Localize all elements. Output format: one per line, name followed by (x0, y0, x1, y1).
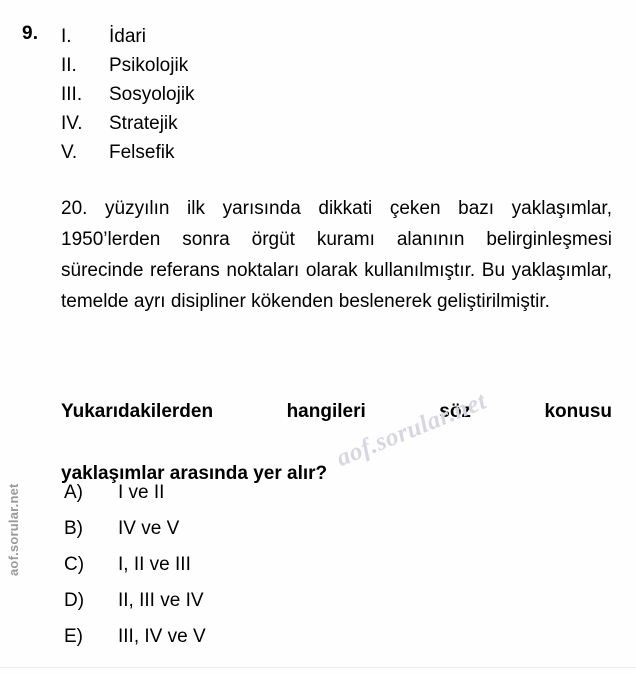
question-stem-paragraph: 20. yüzyılın ilk yarısında dikkati çeken bazı yaklaşımlar, 1950’lerden sonra örgüt kuramı alanının belirginleşmesi sürecinde referans noktaları olarak kullanılmıştır. Bu yaklaşımlar, temelde ayrı disipliner kökenden beslenerek geliştirilmiştir. (61, 198, 612, 312)
list-item (61, 22, 311, 51)
answer-option-a[interactable] (64, 475, 464, 511)
question-number: 9. (22, 23, 39, 44)
list-item-label: Psikolojik (109, 55, 189, 76)
answer-option-label: III, IV ve V (118, 626, 206, 647)
roman-numeral-list (61, 22, 311, 167)
answer-option-d[interactable] (64, 583, 464, 619)
list-item-numeral: IV. (61, 113, 83, 134)
answer-options (64, 475, 464, 655)
answer-option-key: D) (64, 590, 85, 611)
answer-option-label: II, III ve IV (118, 590, 204, 611)
diagonal-watermark: aof.sorular.net (332, 387, 491, 473)
page-bottom-rule (0, 667, 636, 668)
list-item-numeral: I. (61, 26, 72, 47)
list-item-label: İdari (109, 26, 146, 47)
list-item-numeral: II. (61, 55, 77, 76)
list-item-numeral: III. (61, 84, 83, 105)
answer-option-key: E) (64, 626, 83, 647)
answer-option-label: I, II ve III (118, 554, 191, 575)
list-item-label: Felsefik (109, 142, 175, 163)
question-prompt-line-2: yaklaşımlar arasında yer alır? (61, 463, 328, 484)
question-prompt-line-1: Yukarıdakilerden hangileri söz konusu (61, 401, 612, 422)
answer-option-e[interactable] (64, 619, 464, 655)
list-item (61, 80, 311, 109)
answer-option-label: IV ve V (118, 518, 180, 539)
list-item-numeral: V. (61, 142, 78, 163)
answer-option-c[interactable] (64, 547, 464, 583)
list-item-label: Stratejik (109, 113, 178, 134)
answer-option-label: I ve II (118, 482, 165, 503)
list-item (61, 138, 311, 167)
answer-option-b[interactable] (64, 511, 464, 547)
list-item (61, 109, 311, 138)
vertical-watermark: aof.sorular.net (6, 483, 21, 576)
answer-option-key: A) (64, 482, 83, 503)
list-item (61, 51, 311, 80)
answer-option-key: B) (64, 518, 83, 539)
answer-option-key: C) (64, 554, 85, 575)
list-item-label: Sosyolojik (109, 84, 195, 105)
